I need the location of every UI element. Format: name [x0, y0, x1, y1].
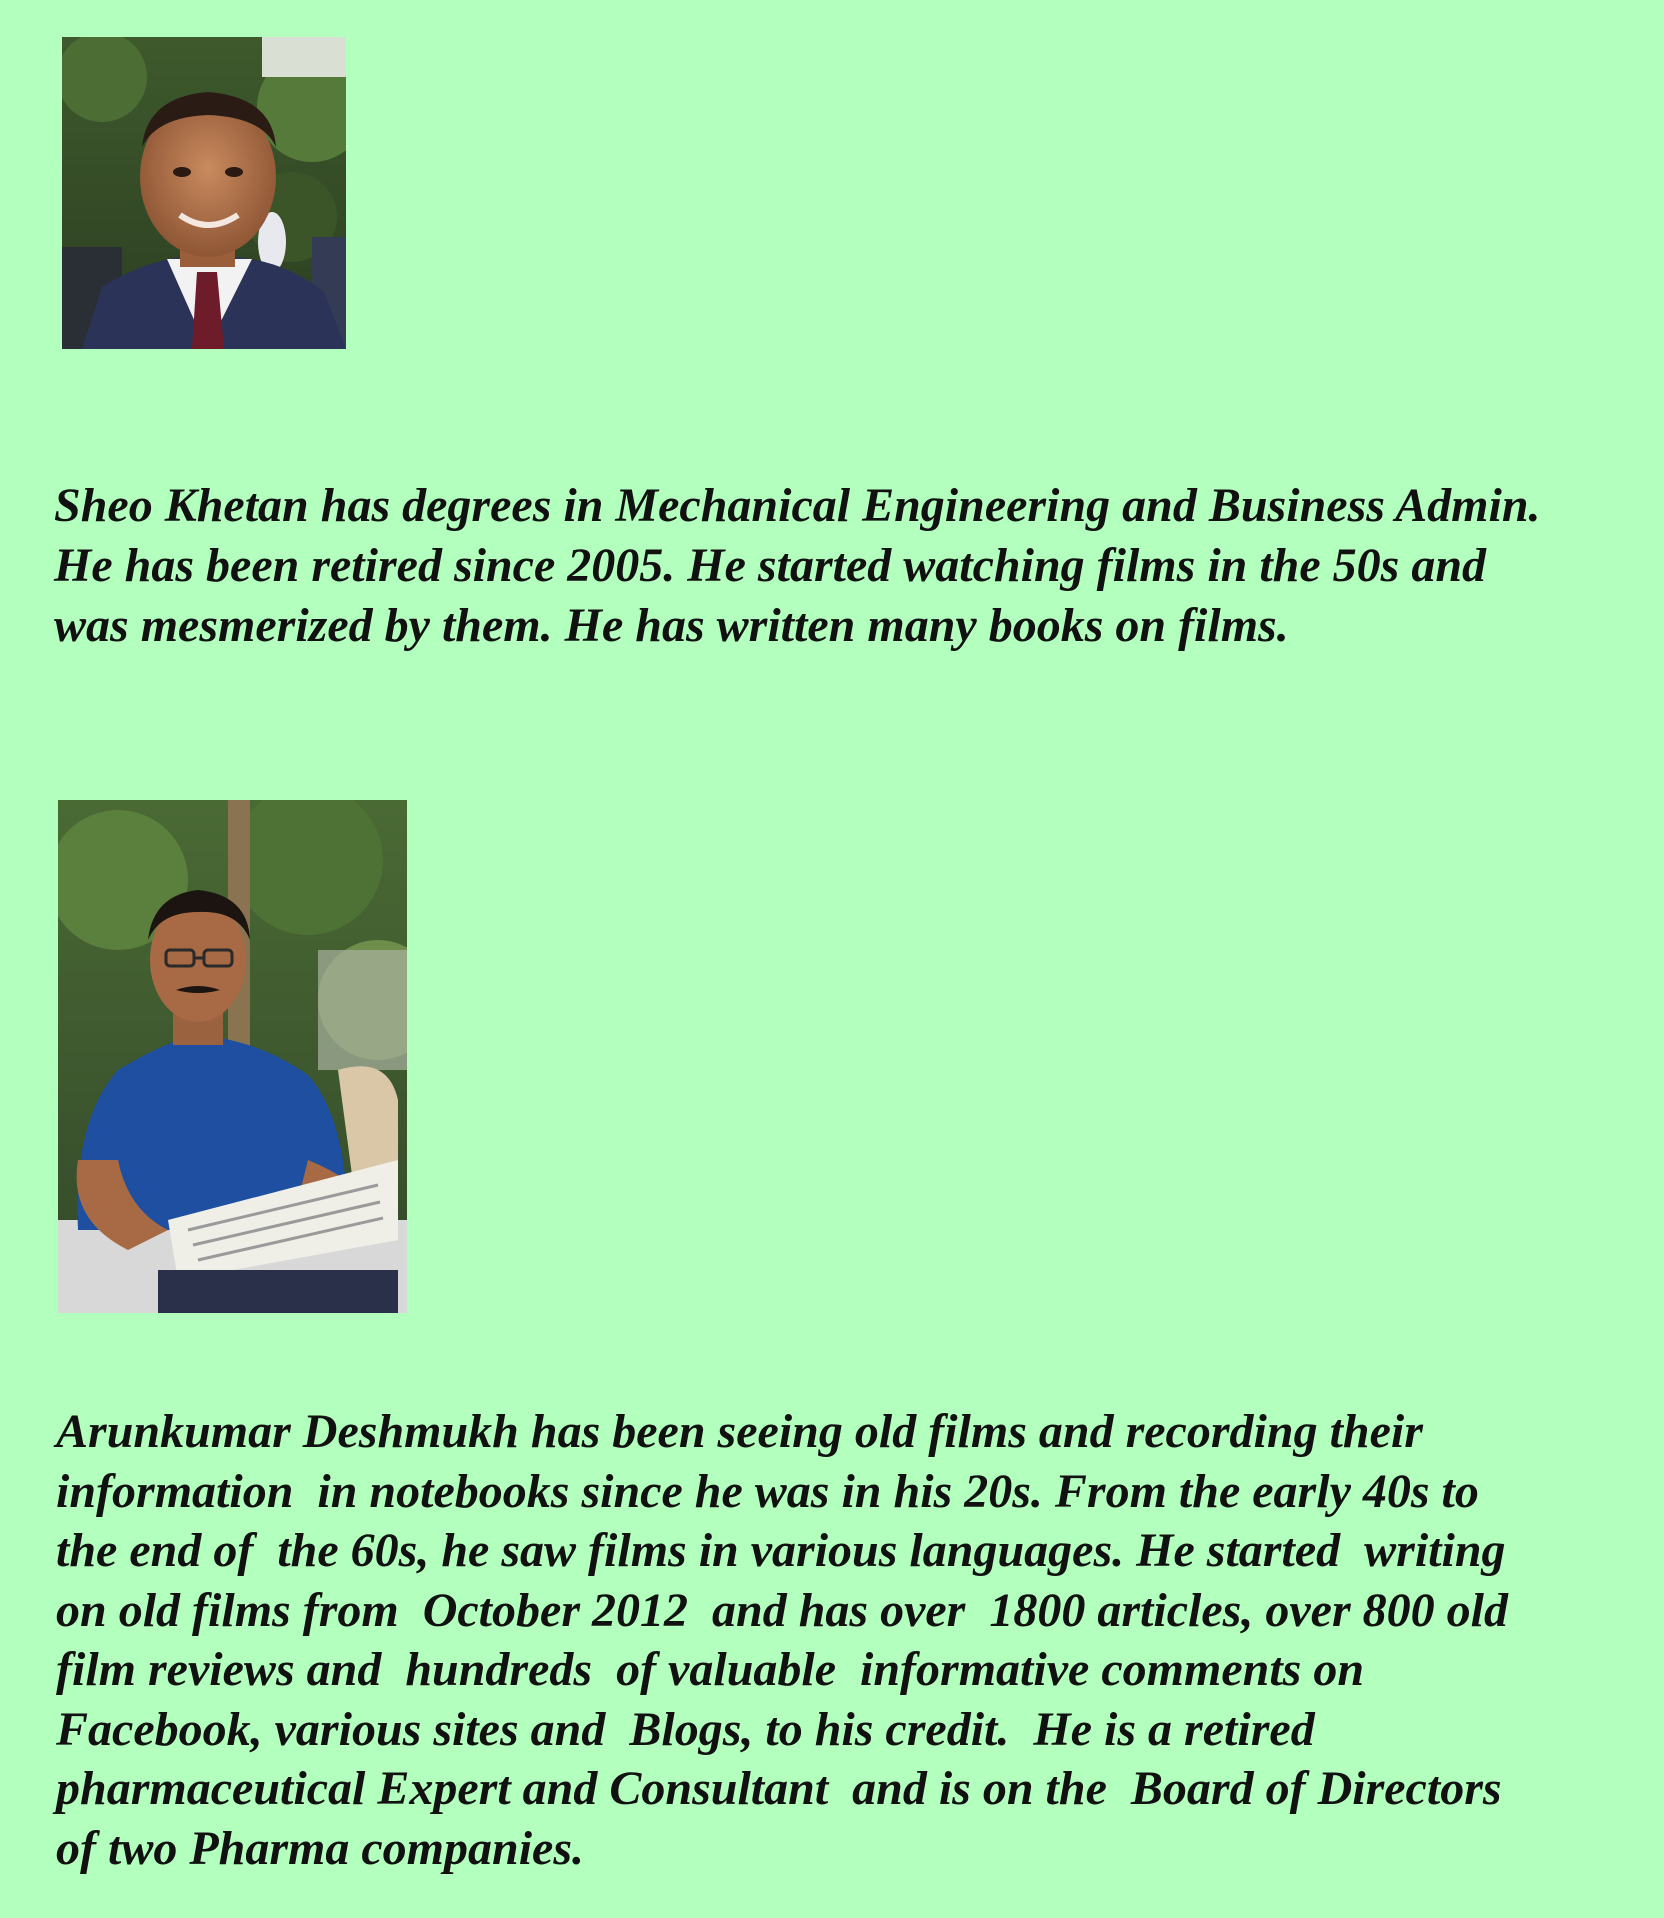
bio-arunkumar-deshmukh	[56, 1402, 1508, 1878]
person-reading-newspaper-icon	[58, 800, 407, 1313]
bio-line: Sheo Khetan has degrees in Mechanical Engineering and Business Admin.	[54, 479, 1541, 532]
bio-line: on old films from October 2012 and has over 1800 articles, over 800 old	[56, 1583, 1508, 1637]
bio-line: of two Pharma companies.	[56, 1821, 585, 1875]
bio-line: Facebook, various sites and Blogs, to his credit. He is a retired	[56, 1702, 1315, 1756]
bio-line: the end of the 60s, he saw films in various languages. He started writing	[56, 1524, 1506, 1577]
bio-line: information in notebooks since he was in his 20s. From the early 40s to	[56, 1464, 1479, 1518]
bio-line: He has been retired since 2005. He started watching films in the 50s and	[54, 539, 1487, 592]
bio-line: pharmaceutical Expert and Consultant and is on the Board of Directors	[56, 1762, 1502, 1815]
bio-line: film reviews and hundreds of valuable informative comments on	[56, 1643, 1365, 1696]
person-portrait-icon	[62, 37, 346, 349]
bio-line: Arunkumar Deshmukh has been seeing old films and recording their	[56, 1405, 1423, 1458]
bio-sheo-khetan	[54, 476, 1541, 656]
profile-photo-sheo-khetan	[62, 37, 346, 349]
profile-photo-arunkumar-deshmukh	[58, 800, 407, 1313]
bio-line: was mesmerized by them. He has written many books on films.	[54, 599, 1289, 652]
